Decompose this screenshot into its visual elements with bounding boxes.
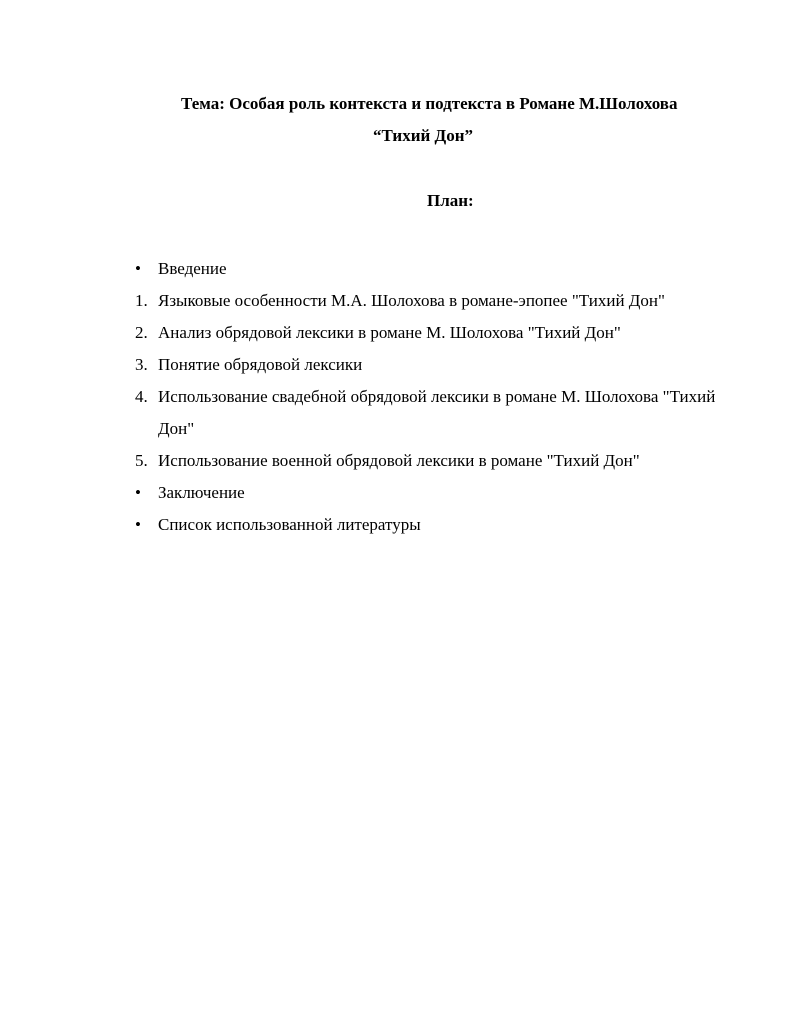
list-number: 2.	[135, 323, 148, 342]
list-number: 4.	[135, 387, 148, 406]
plan-item-introduction	[132, 253, 732, 285]
list-number: 5.	[135, 451, 148, 470]
document-title-line-1: Тема: Особая роль контекста и подтекста в Романе М.Шолохова	[181, 94, 678, 113]
plan-item-text: Использование свадебной обрядовой лексики в романе М. Шолохова "Тихий Дон"	[158, 387, 716, 438]
plan-item-text: Анализ обрядовой лексики в романе М. Шолохова "Тихий Дон"	[158, 323, 621, 342]
plan-item-bibliography	[132, 509, 732, 541]
plan-item-1	[132, 285, 732, 317]
plan-item-text: Заключение	[158, 483, 245, 502]
bullet-marker: •	[135, 259, 141, 278]
plan-item-text: Введение	[158, 259, 227, 278]
list-number: 3.	[135, 355, 148, 374]
document-title-line-2: “Тихий Дон”	[373, 126, 474, 145]
bullet-marker: •	[135, 515, 141, 534]
list-number: 1.	[135, 291, 148, 310]
plan-item-conclusion	[132, 477, 732, 509]
plan-item-4	[132, 381, 732, 445]
plan-list	[132, 253, 732, 541]
plan-item-5	[132, 445, 732, 477]
plan-item-2	[132, 317, 732, 349]
plan-item-3	[132, 349, 732, 381]
plan-item-text: Использование военной обрядовой лексики в романе "Тихий Дон"	[158, 451, 640, 470]
plan-item-text: Понятие обрядовой лексики	[158, 355, 363, 374]
plan-heading: План:	[427, 191, 474, 210]
plan-item-text: Список использованной литературы	[158, 515, 421, 534]
bullet-marker: •	[135, 483, 141, 502]
plan-item-text: Языковые особенности М.А. Шолохова в романе-эпопее "Тихий Дон"	[158, 291, 665, 310]
